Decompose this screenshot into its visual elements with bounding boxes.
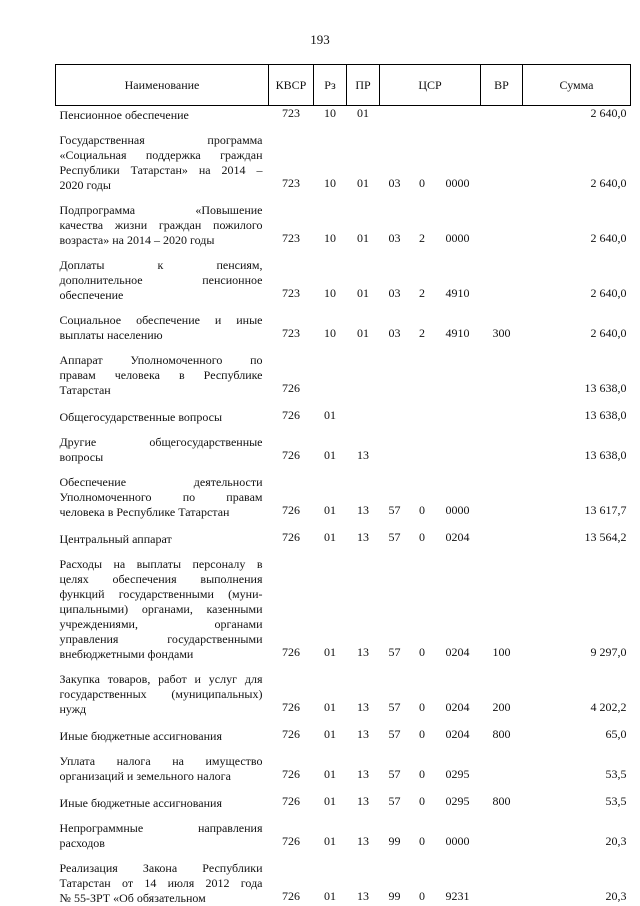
row-name bbox=[56, 435, 269, 465]
row-csr2: 0 bbox=[410, 672, 435, 717]
row-kvsr: 726 bbox=[269, 727, 314, 744]
row-spacer bbox=[56, 303, 631, 313]
row-kvsr: 726 bbox=[269, 794, 314, 811]
row-vr bbox=[481, 258, 523, 303]
table-header bbox=[56, 65, 631, 106]
row-vr: 200 bbox=[481, 672, 523, 717]
row-csr3 bbox=[435, 435, 481, 465]
row-name-line: Закупка товаров, работ и услуг для bbox=[60, 672, 263, 687]
row-kvsr: 726 bbox=[269, 353, 314, 398]
row-name-line: Другие общегосударственные bbox=[60, 435, 263, 450]
table-row bbox=[56, 258, 631, 303]
row-kvsr: 726 bbox=[269, 435, 314, 465]
table-row bbox=[56, 475, 631, 520]
row-name-line: Пенсионное обеспечение bbox=[60, 108, 263, 123]
row-name-line: Общегосударственные вопросы bbox=[60, 410, 263, 425]
row-sum: 13 617,7 bbox=[523, 475, 631, 520]
table-row bbox=[56, 133, 631, 193]
row-sum: 53,5 bbox=[523, 754, 631, 784]
row-csr3: 0000 bbox=[435, 203, 481, 248]
row-spacer bbox=[56, 811, 631, 821]
row-name-line: управления государственными bbox=[60, 632, 263, 647]
row-name-line: расходов bbox=[60, 836, 263, 851]
row-rz: 01 bbox=[314, 754, 347, 784]
row-name bbox=[56, 672, 269, 717]
row-csr2: 0 bbox=[410, 133, 435, 193]
row-rz: 01 bbox=[314, 672, 347, 717]
row-name-line: возраста» на 2014 – 2020 годы bbox=[60, 233, 263, 248]
row-csr2: 0 bbox=[410, 530, 435, 547]
row-vr bbox=[481, 203, 523, 248]
row-name-line: Непрограммные направления bbox=[60, 821, 263, 836]
row-spacer bbox=[56, 343, 631, 353]
row-spacer bbox=[56, 248, 631, 258]
row-csr3: 4910 bbox=[435, 258, 481, 303]
row-name-line: выплаты населению bbox=[60, 328, 263, 343]
row-pr: 13 bbox=[347, 794, 380, 811]
row-csr3: 0204 bbox=[435, 727, 481, 744]
row-spacer-cell bbox=[56, 851, 631, 861]
row-rz: 01 bbox=[314, 530, 347, 547]
row-csr1 bbox=[380, 435, 410, 465]
row-vr bbox=[481, 754, 523, 784]
row-name-line: нужд bbox=[60, 702, 263, 717]
table-row bbox=[56, 203, 631, 248]
row-kvsr: 726 bbox=[269, 530, 314, 547]
table-row bbox=[56, 408, 631, 425]
header-rz: Рз bbox=[314, 65, 347, 106]
row-spacer bbox=[56, 520, 631, 530]
row-pr: 13 bbox=[347, 530, 380, 547]
row-name-line: 2020 годы bbox=[60, 178, 263, 193]
row-spacer bbox=[56, 744, 631, 754]
table-row bbox=[56, 821, 631, 851]
row-name-line: ципальными) органами, казенными bbox=[60, 602, 263, 617]
row-pr bbox=[347, 408, 380, 425]
row-sum: 9 297,0 bbox=[523, 557, 631, 662]
row-csr2: 2 bbox=[410, 313, 435, 343]
row-name bbox=[56, 313, 269, 343]
row-kvsr: 723 bbox=[269, 258, 314, 303]
row-csr2: 2 bbox=[410, 258, 435, 303]
row-pr bbox=[347, 353, 380, 398]
table-row bbox=[56, 313, 631, 343]
row-pr: 13 bbox=[347, 672, 380, 717]
row-name bbox=[56, 821, 269, 851]
row-vr bbox=[481, 861, 523, 906]
row-vr bbox=[481, 133, 523, 193]
row-pr: 13 bbox=[347, 435, 380, 465]
row-vr bbox=[481, 435, 523, 465]
row-kvsr: 726 bbox=[269, 557, 314, 662]
table-row bbox=[56, 530, 631, 547]
row-sum: 65,0 bbox=[523, 727, 631, 744]
row-spacer bbox=[56, 662, 631, 672]
row-csr2: 0 bbox=[410, 475, 435, 520]
row-csr1: 57 bbox=[380, 475, 410, 520]
row-csr3: 0295 bbox=[435, 794, 481, 811]
row-name-line: «Социальная поддержка граждан bbox=[60, 148, 263, 163]
row-rz: 10 bbox=[314, 133, 347, 193]
row-name bbox=[56, 353, 269, 398]
table-row bbox=[56, 861, 631, 906]
row-rz: 01 bbox=[314, 794, 347, 811]
row-name bbox=[56, 557, 269, 662]
row-rz: 10 bbox=[314, 313, 347, 343]
row-name-line: Уполномоченного по правам bbox=[60, 490, 263, 505]
row-spacer-cell bbox=[56, 123, 631, 133]
row-spacer-cell bbox=[56, 744, 631, 754]
row-name-line: Татарстан bbox=[60, 383, 263, 398]
table-row bbox=[56, 727, 631, 744]
row-csr2: 0 bbox=[410, 861, 435, 906]
row-csr1: 57 bbox=[380, 754, 410, 784]
row-name bbox=[56, 106, 269, 124]
row-csr2 bbox=[410, 435, 435, 465]
row-sum: 13 638,0 bbox=[523, 435, 631, 465]
table-row bbox=[56, 353, 631, 398]
row-rz: 01 bbox=[314, 861, 347, 906]
row-csr3: 9231 bbox=[435, 861, 481, 906]
row-sum: 13 564,2 bbox=[523, 530, 631, 547]
row-kvsr: 723 bbox=[269, 313, 314, 343]
row-rz: 01 bbox=[314, 557, 347, 662]
row-csr3 bbox=[435, 353, 481, 398]
row-csr1 bbox=[380, 353, 410, 398]
header-kvsr: КВСР bbox=[269, 65, 314, 106]
row-name-line: правам человека в Республике bbox=[60, 368, 263, 383]
row-sum: 20,3 bbox=[523, 821, 631, 851]
row-csr3: 0204 bbox=[435, 530, 481, 547]
row-name-line: Татарстан от 14 июля 2012 года bbox=[60, 876, 263, 891]
row-pr: 13 bbox=[347, 861, 380, 906]
row-spacer bbox=[56, 123, 631, 133]
row-name-line: учреждениями, органами bbox=[60, 617, 263, 632]
row-csr3: 0000 bbox=[435, 475, 481, 520]
row-name-line: качества жизни граждан пожилого bbox=[60, 218, 263, 233]
row-spacer-cell bbox=[56, 303, 631, 313]
row-rz: 01 bbox=[314, 408, 347, 425]
row-vr: 800 bbox=[481, 727, 523, 744]
row-vr: 800 bbox=[481, 794, 523, 811]
row-name-line: Иные бюджетные ассигнования bbox=[60, 729, 263, 744]
row-csr2: 0 bbox=[410, 794, 435, 811]
row-spacer bbox=[56, 547, 631, 557]
row-vr bbox=[481, 106, 523, 124]
row-csr2: 0 bbox=[410, 754, 435, 784]
row-name bbox=[56, 530, 269, 547]
row-name-line: государственных (муниципальных) bbox=[60, 687, 263, 702]
row-rz: 01 bbox=[314, 475, 347, 520]
header-pr: ПР bbox=[347, 65, 380, 106]
row-spacer-cell bbox=[56, 662, 631, 672]
row-spacer bbox=[56, 717, 631, 727]
row-name-line: Республики Татарстан» на 2014 – bbox=[60, 163, 263, 178]
row-csr2: 0 bbox=[410, 557, 435, 662]
table-body bbox=[56, 106, 631, 906]
row-csr1: 57 bbox=[380, 727, 410, 744]
row-name-line: Государственная программа bbox=[60, 133, 263, 148]
row-spacer-cell bbox=[56, 811, 631, 821]
row-pr: 13 bbox=[347, 727, 380, 744]
row-pr: 01 bbox=[347, 133, 380, 193]
row-name-line: Иные бюджетные ассигнования bbox=[60, 796, 263, 811]
row-csr3: 0204 bbox=[435, 672, 481, 717]
row-name-line: Подпрограмма «Повышение bbox=[60, 203, 263, 218]
row-vr bbox=[481, 353, 523, 398]
row-csr3 bbox=[435, 106, 481, 124]
row-name bbox=[56, 861, 269, 906]
row-csr3: 4910 bbox=[435, 313, 481, 343]
row-csr3: 0295 bbox=[435, 754, 481, 784]
table-row bbox=[56, 794, 631, 811]
row-name-line: внебюджетными фондами bbox=[60, 647, 263, 662]
row-sum: 2 640,0 bbox=[523, 106, 631, 124]
row-name bbox=[56, 475, 269, 520]
row-csr1: 57 bbox=[380, 557, 410, 662]
row-pr: 13 bbox=[347, 754, 380, 784]
row-spacer bbox=[56, 465, 631, 475]
row-csr3: 0000 bbox=[435, 133, 481, 193]
table-row bbox=[56, 435, 631, 465]
row-sum: 13 638,0 bbox=[523, 353, 631, 398]
row-kvsr: 726 bbox=[269, 861, 314, 906]
row-spacer bbox=[56, 425, 631, 435]
row-spacer-cell bbox=[56, 465, 631, 475]
row-name bbox=[56, 258, 269, 303]
row-kvsr: 723 bbox=[269, 203, 314, 248]
row-csr1: 03 bbox=[380, 313, 410, 343]
row-kvsr: 726 bbox=[269, 475, 314, 520]
row-pr: 01 bbox=[347, 203, 380, 248]
row-spacer-cell bbox=[56, 547, 631, 557]
row-spacer-cell bbox=[56, 784, 631, 794]
row-name-line: функций государственными (муни- bbox=[60, 587, 263, 602]
row-name-line: дополнительное пенсионное bbox=[60, 273, 263, 288]
row-spacer bbox=[56, 398, 631, 408]
row-spacer bbox=[56, 193, 631, 203]
table-row bbox=[56, 672, 631, 717]
row-rz: 10 bbox=[314, 258, 347, 303]
row-pr: 13 bbox=[347, 475, 380, 520]
row-sum: 4 202,2 bbox=[523, 672, 631, 717]
row-spacer-cell bbox=[56, 717, 631, 727]
row-csr2 bbox=[410, 408, 435, 425]
row-name bbox=[56, 727, 269, 744]
row-rz: 10 bbox=[314, 106, 347, 124]
row-kvsr: 726 bbox=[269, 672, 314, 717]
row-sum: 13 638,0 bbox=[523, 408, 631, 425]
row-rz: 01 bbox=[314, 435, 347, 465]
row-csr1 bbox=[380, 408, 410, 425]
row-name-line: № 55-ЗРТ «Об обязательном bbox=[60, 891, 263, 906]
row-csr1: 99 bbox=[380, 861, 410, 906]
row-name-line: организаций и земельного налога bbox=[60, 769, 263, 784]
row-vr bbox=[481, 530, 523, 547]
row-sum: 53,5 bbox=[523, 794, 631, 811]
row-name-line: целях обеспечения выполнения bbox=[60, 572, 263, 587]
row-name-line: Обеспечение деятельности bbox=[60, 475, 263, 490]
row-name-line: Расходы на выплаты персоналу в bbox=[60, 557, 263, 572]
row-sum: 2 640,0 bbox=[523, 203, 631, 248]
row-name-line: Уплата налога на имущество bbox=[60, 754, 263, 769]
row-csr3 bbox=[435, 408, 481, 425]
row-csr3: 0204 bbox=[435, 557, 481, 662]
row-spacer-cell bbox=[56, 193, 631, 203]
row-csr1: 03 bbox=[380, 258, 410, 303]
row-csr3: 0000 bbox=[435, 821, 481, 851]
row-csr2: 0 bbox=[410, 821, 435, 851]
row-vr: 300 bbox=[481, 313, 523, 343]
row-spacer-cell bbox=[56, 248, 631, 258]
row-csr1: 03 bbox=[380, 133, 410, 193]
table-row bbox=[56, 557, 631, 662]
row-spacer-cell bbox=[56, 398, 631, 408]
row-spacer-cell bbox=[56, 425, 631, 435]
row-spacer-cell bbox=[56, 343, 631, 353]
row-vr: 100 bbox=[481, 557, 523, 662]
row-spacer bbox=[56, 784, 631, 794]
row-name-line: человека в Республике Татарстан bbox=[60, 505, 263, 520]
row-pr: 01 bbox=[347, 258, 380, 303]
row-csr1: 57 bbox=[380, 794, 410, 811]
row-csr1: 99 bbox=[380, 821, 410, 851]
row-sum: 2 640,0 bbox=[523, 258, 631, 303]
row-csr1: 57 bbox=[380, 530, 410, 547]
row-sum: 2 640,0 bbox=[523, 313, 631, 343]
row-csr1 bbox=[380, 106, 410, 124]
row-csr2 bbox=[410, 353, 435, 398]
row-name-line: Реализация Закона Республики bbox=[60, 861, 263, 876]
row-name bbox=[56, 408, 269, 425]
row-name-line: Аппарат Уполномоченного по bbox=[60, 353, 263, 368]
row-pr: 13 bbox=[347, 821, 380, 851]
row-pr: 01 bbox=[347, 106, 380, 124]
row-kvsr: 726 bbox=[269, 754, 314, 784]
row-csr1: 57 bbox=[380, 672, 410, 717]
row-name bbox=[56, 754, 269, 784]
row-kvsr: 723 bbox=[269, 106, 314, 124]
row-name bbox=[56, 203, 269, 248]
budget-table bbox=[55, 64, 631, 906]
row-rz: 01 bbox=[314, 727, 347, 744]
row-rz bbox=[314, 353, 347, 398]
row-csr2 bbox=[410, 106, 435, 124]
header-name: Наименование bbox=[56, 65, 269, 106]
row-pr: 13 bbox=[347, 557, 380, 662]
row-csr2: 0 bbox=[410, 727, 435, 744]
row-name-line: Доплаты к пенсиям, bbox=[60, 258, 263, 273]
row-name bbox=[56, 794, 269, 811]
row-vr bbox=[481, 475, 523, 520]
page-number: 193 bbox=[0, 32, 640, 48]
row-spacer-cell bbox=[56, 520, 631, 530]
row-vr bbox=[481, 821, 523, 851]
row-kvsr: 726 bbox=[269, 821, 314, 851]
row-kvsr: 723 bbox=[269, 133, 314, 193]
row-name-line: вопросы bbox=[60, 450, 263, 465]
header-vr: ВР bbox=[481, 65, 523, 106]
row-pr: 01 bbox=[347, 313, 380, 343]
row-sum: 2 640,0 bbox=[523, 133, 631, 193]
row-vr bbox=[481, 408, 523, 425]
row-name-line: обеспечение bbox=[60, 288, 263, 303]
row-name-line: Центральный аппарат bbox=[60, 532, 263, 547]
row-kvsr: 726 bbox=[269, 408, 314, 425]
row-rz: 01 bbox=[314, 821, 347, 851]
row-name bbox=[56, 133, 269, 193]
row-name-line: Социальное обеспечение и иные bbox=[60, 313, 263, 328]
row-spacer bbox=[56, 851, 631, 861]
table-row bbox=[56, 106, 631, 124]
header-csr: ЦСР bbox=[380, 65, 481, 106]
row-rz: 10 bbox=[314, 203, 347, 248]
row-sum: 20,3 bbox=[523, 861, 631, 906]
row-csr1: 03 bbox=[380, 203, 410, 248]
table-row bbox=[56, 754, 631, 784]
header-sum: Сумма bbox=[523, 65, 631, 106]
row-csr2: 2 bbox=[410, 203, 435, 248]
